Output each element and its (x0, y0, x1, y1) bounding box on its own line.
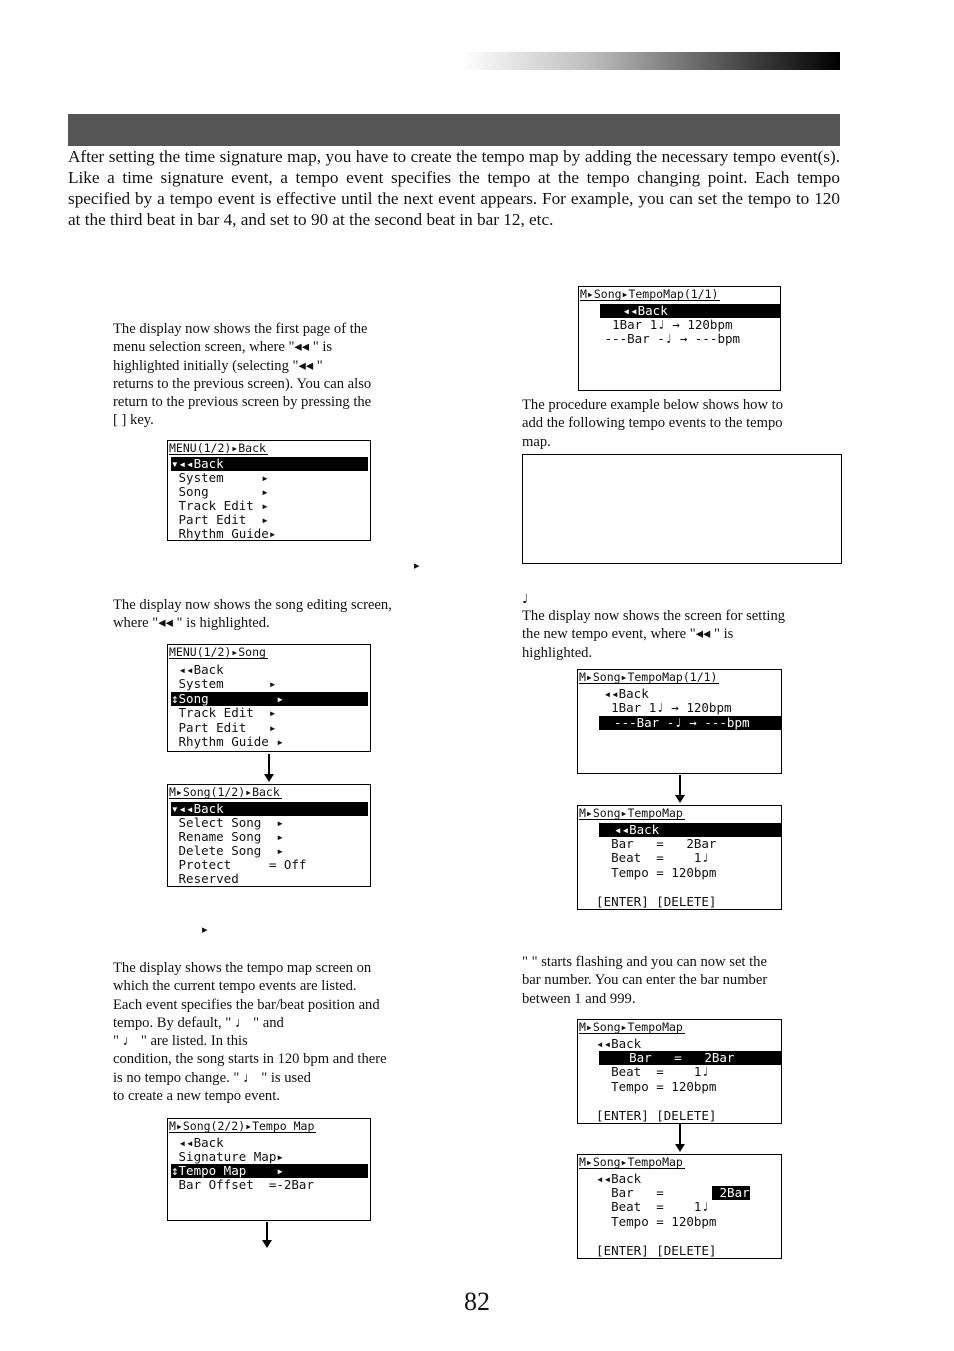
lcd-header: M▸Song(2/2)▸Tempo Map (169, 1119, 315, 1133)
lcd-row: Beat = 1♩ (581, 850, 709, 865)
section-title-bar (68, 114, 840, 146)
lcd-row: Bar = (581, 1185, 679, 1200)
lcd-row: 1Bar 1♩ → 120bpm (581, 700, 732, 715)
lcd-header: MENU(1/2)▸Back (169, 441, 266, 455)
lcd-row: Track Edit ▸ (171, 498, 269, 513)
lcd-tempomap-list (578, 286, 781, 391)
lcd-row: Delete Song ▸ (171, 843, 284, 858)
lcd-row: Song ▸ (171, 484, 269, 499)
lcd-row: [ENTER] [DELETE] (581, 894, 717, 909)
right-paragraph-1: The procedure example below shows how to add the following tempo events to the tempo map. (522, 397, 783, 450)
lcd-row: Reserved (171, 871, 239, 886)
lcd-row: Signature Map▸ (171, 1149, 284, 1164)
lcd-menu-back (167, 440, 371, 541)
lcd-row: Rhythm Guide▸ (171, 526, 277, 541)
lcd-header: M▸Song▸TempoMap (579, 1155, 683, 1169)
lcd-row-selected: ↕Tempo Map ▸ (171, 1164, 368, 1178)
lcd-row: ◂◂Back (581, 1171, 642, 1186)
lcd-row: Protect = Off (171, 857, 307, 872)
lcd-row: ◂◂Back (171, 1135, 224, 1150)
intro-paragraph: After setting the time signature map, you have to create the tempo map by adding the necessary tempo event(s). Like a time signature event, a tempo event specifies the tempo at the tempo changing point. Each tempo specified by a tempo event is effective until the next event appears. For example, you can set the tempo to 120 at the third beat in bar 4, and set to 90 at the second beat in bar 12, etc. (68, 147, 840, 229)
lcd-row: ---Bar -♩ → ---bpm (582, 331, 741, 346)
quarter-note-icon: ♩ (522, 592, 529, 607)
lcd-row: Track Edit ▸ (171, 705, 277, 720)
lcd-tempomap-new-event (577, 669, 782, 774)
lcd-row: Beat = 1♩ (581, 1199, 709, 1214)
lcd-header: M▸Song▸TempoMap (579, 1020, 683, 1034)
page-number: 82 (464, 1287, 490, 1316)
lcd-row-selected: ▾◂◂Back (171, 457, 368, 471)
lcd-tempo-edit-bar (577, 1019, 782, 1124)
lcd-song-menu (167, 784, 371, 887)
lcd-header: M▸Song▸TempoMap (579, 806, 683, 820)
tempo-events-box (522, 454, 842, 564)
triangle-right-icon: ▸ (202, 923, 208, 936)
lcd-row-selected: ◂◂Back (599, 823, 781, 837)
lcd-menu-song (167, 644, 371, 752)
lcd-row: ◂◂Back (171, 662, 224, 677)
lcd-row-selected: ↕Song ▸ (171, 692, 368, 706)
lcd-row: Part Edit ▸ (171, 512, 269, 527)
lcd-row: System ▸ (171, 676, 277, 691)
lcd-row: ◂◂Back (581, 1036, 642, 1051)
header-gradient-bar (462, 52, 840, 70)
triangle-right-icon: ▸ (414, 559, 420, 572)
lcd-header: M▸Song▸TempoMap(1/1) (579, 670, 718, 684)
lcd-row: [ENTER] [DELETE] (581, 1108, 717, 1123)
right-paragraph-3: " " starts flashing and you can now set the bar number. You can enter the bar number between 1 and 999. (522, 954, 768, 1007)
right-paragraph-2: The display now shows the screen for setting the new tempo event, where "◂◂ " is highlighted. (522, 608, 786, 661)
lcd-row: Tempo = 120bpm (581, 1214, 717, 1229)
lcd-row: 1Bar 1♩ → 120bpm (582, 317, 733, 332)
lcd-row: Select Song ▸ (171, 815, 284, 830)
lcd-song-tempo-map (167, 1118, 371, 1221)
lcd-row: Bar = 2Bar (581, 836, 717, 851)
lcd-header: MENU(1/2)▸Song (169, 645, 266, 659)
lcd-row: System ▸ (171, 470, 269, 485)
bar-value-flashing: 2Bar (712, 1185, 750, 1200)
left-paragraph-1: The display now shows the first page of the menu selection screen, where "◂◂ " is highlighted initially (selecting "◂◂ " returns to the previous screen). You can also return to the previous screen by pressing the [ ] key. (113, 321, 372, 429)
lcd-row: Beat = 1♩ (581, 1064, 709, 1079)
left-paragraph-3: The display shows the tempo map screen on which the current tempo events are listed. Each event specifies the bar/beat position and tempo. By default, " ♩ " and " ♩ " are listed. In this condition, the song starts in 120 bpm and there is no tempo change. " ♩ " is used to create a new tempo event. (113, 960, 387, 1105)
left-paragraph-2: The display now shows the song editing screen, where "◂◂ " is highlighted. (113, 597, 392, 632)
lcd-row-selected: ---Bar -♩ → ---bpm (599, 716, 781, 730)
flow-arrow (679, 1124, 681, 1146)
flow-arrow (679, 775, 681, 797)
lcd-row: Rhythm Guide ▸ (171, 734, 284, 749)
lcd-row: Tempo = 120bpm (581, 1079, 717, 1094)
lcd-tempo-edit-bar-flashing (577, 1154, 782, 1259)
lcd-row: ◂◂Back (581, 686, 649, 701)
lcd-row-selected: ◂◂Back (600, 304, 780, 318)
flow-arrow (268, 754, 270, 776)
lcd-tempo-edit-back (577, 805, 782, 910)
lcd-row: Rename Song ▸ (171, 829, 284, 844)
lcd-row: Tempo = 120bpm (581, 865, 717, 880)
lcd-row-selected: Bar = 2Bar (599, 1051, 781, 1065)
lcd-header: M▸Song▸TempoMap(1/1) (580, 287, 719, 301)
lcd-row: [ENTER] [DELETE] (581, 1243, 717, 1258)
lcd-row: Part Edit ▸ (171, 720, 277, 735)
flow-arrow (266, 1222, 268, 1242)
lcd-header: M▸Song(1/2)▸Back (169, 785, 280, 799)
lcd-row: Bar Offset =-2Bar (171, 1177, 314, 1192)
lcd-row-selected: ▾◂◂Back (171, 802, 368, 816)
